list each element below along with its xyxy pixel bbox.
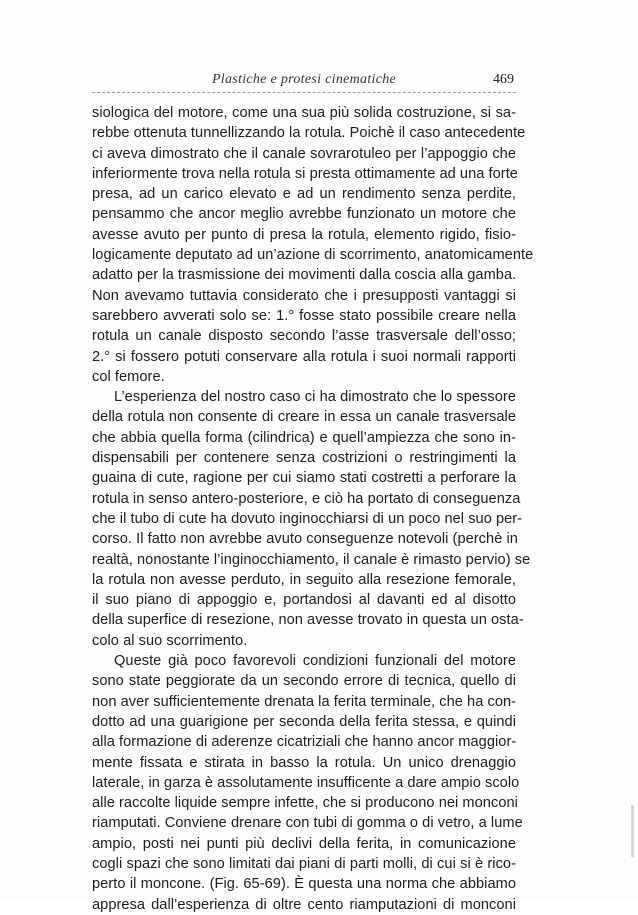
paragraph-1 bbox=[92, 103, 534, 387]
text-line: alla formazione di aderenze cicatriziali che hanno ancor maggior- bbox=[92, 734, 517, 751]
running-title: Plastiche e protesi cinematiche bbox=[211, 72, 397, 87]
paragraph-2 bbox=[92, 387, 531, 651]
text-line: rotula un canale disposto secondo l’asse trasversale dell’osso; bbox=[92, 328, 516, 345]
text-line: sarebbero avverati solo se: 1.° fosse stato possibile creare nella bbox=[92, 307, 516, 324]
page-number: 469 bbox=[493, 72, 514, 87]
text-line: colo al suo scorrimento. bbox=[92, 632, 248, 649]
body-text bbox=[92, 103, 534, 915]
text-line: sono state peggiorate da un secondo errore di tecnica, quello di bbox=[92, 673, 516, 690]
text-line: siologica del motore, come una sua più solida costruzione, si sa- bbox=[92, 105, 516, 121]
paragraph-3 bbox=[92, 651, 523, 915]
text-line: inferiormente trova nella rotula si presta ottimamente ad una forte bbox=[92, 165, 518, 182]
text-line: cogli spazi che sono limitati dai piani di parti molli, di cui si è rico- bbox=[92, 855, 516, 872]
text-line: presa, ad un carico elevato e ad un rendimento senza perdite, bbox=[92, 186, 516, 203]
text-line: alle raccolte liquide sempre infette, che si producono nei monconi bbox=[92, 795, 518, 812]
text-line: L’esperienza del nostro caso ci ha dimostrato che lo spessore bbox=[114, 389, 516, 406]
text-line: realtà, nonostante l’inginocchiamento, il canale è rimasto pervio) se bbox=[92, 551, 531, 568]
text-line: perto il moncone. (Fig. 65-69). È questa una norma che abbiamo bbox=[92, 876, 516, 893]
text-line: guaina di cute, ragione per cui siamo stati costretti a perforare la bbox=[92, 470, 516, 487]
text-line: pensammo che ancor meglio avrebbe funzionato un motore che bbox=[92, 206, 516, 223]
text-line: che il tubo di cute ha dovuto inginocchiarsi di un poco nel suo per- bbox=[92, 510, 523, 527]
text-line: appresa dall’esperienza di oltre cento riamputazioni di monconi bbox=[92, 896, 516, 913]
text-line: riamputati. Conviene drenare con tubi di gomma o di vetro, a lume bbox=[92, 815, 523, 832]
text-line: che abbia quella forma (cilindrica) e quell’ampiezza che sono in- bbox=[92, 429, 516, 446]
text-line: corso. Il fatto non avrebbe avuto conseguenze notevoli (perchè in bbox=[92, 531, 518, 548]
text-line: Queste già poco favorevoli condizioni funzionali del motore bbox=[114, 653, 516, 670]
header-rule bbox=[92, 92, 516, 93]
text-line: Non avevamo tuttavia considerato che i presupposti vantaggi si bbox=[92, 287, 516, 304]
text-line: rebbe ottenuta tunnellizzando la rotula. Poichè il caso antecedente bbox=[92, 125, 526, 142]
text-line: mente fissata e stirata in basso la rotula. Un unico drenaggio bbox=[92, 754, 516, 771]
text-line: 2.° si fossero potuti conservare alla rotula i suoi normali rapporti bbox=[92, 348, 516, 365]
scan-edge-mark bbox=[631, 805, 634, 857]
text-line: della superfice di resezione, non avesse trovato in questa un osta- bbox=[92, 612, 524, 629]
text-line: logicamente deputato ad un’azione di scorrimento, anatomicamente bbox=[92, 247, 534, 264]
text-line: avesse avuto per punto di presa la rotula, elemento rigido, fisio- bbox=[92, 226, 516, 243]
text-line: della rotula non consente di creare in essa un canale trasversale bbox=[92, 409, 516, 426]
text-line: col femore. bbox=[92, 368, 165, 385]
text-line: ampio, posti nei punti più declivi della ferita, in comunicazione bbox=[92, 835, 516, 852]
text-line: il suo piano di appoggio e, portandosi al davanti ed al disotto bbox=[92, 592, 516, 609]
text-line: ci aveva dimostrato che il canale sovrarotuleo per l’appoggio che bbox=[92, 145, 516, 162]
text-line: dotto ad una guarigione per seconda della ferita stessa, e quindi bbox=[92, 713, 516, 730]
text-line: non aver sufficientemente drenata la ferita terminale, che ha con- bbox=[92, 693, 517, 710]
text-line: la rotula non avesse perduto, in seguito alla resezione femorale, bbox=[92, 571, 516, 588]
text-line: laterale, in garza è assolutamente insufficente a dare ampio scolo bbox=[92, 774, 520, 791]
text-line: dispensabili per contenere senza costrizioni o restringimenti la bbox=[92, 450, 516, 467]
text-line: rotula in senso antero-posteriore, e ciò ha portato di conseguenza bbox=[92, 490, 521, 507]
page-header bbox=[92, 72, 516, 96]
text-line: adatto per la trasmissione dei movimenti dalla coscia alla gamba. bbox=[92, 267, 517, 284]
